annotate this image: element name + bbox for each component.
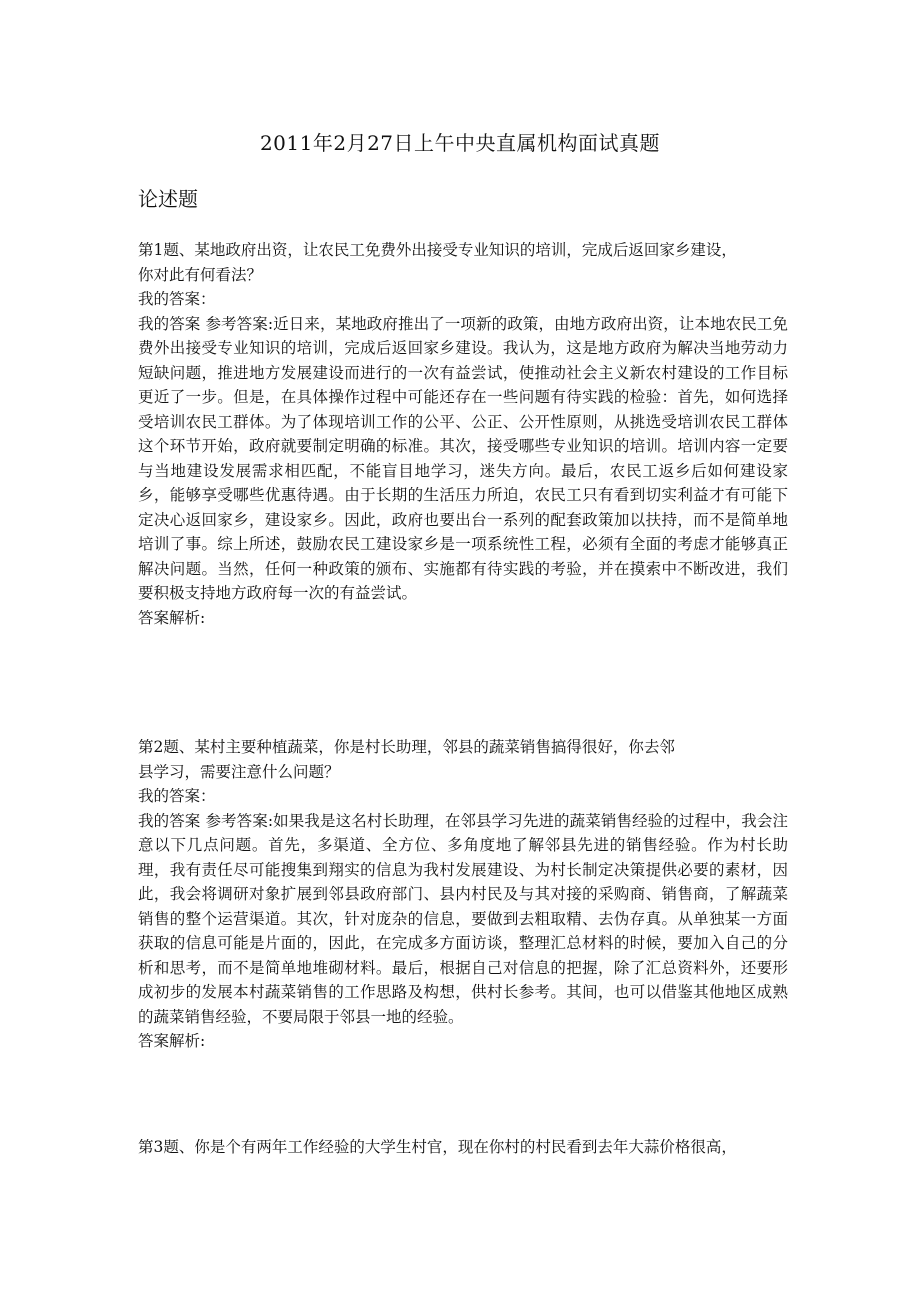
question-2-my-answer-label: 我的答案：: [138, 787, 216, 805]
question-1-analysis-label: 答案解析:: [138, 608, 206, 627]
question-3-prompt-line-1: 第3题、你是个有两年工作经验的大学生村官，现在你村的村民看到去年大蒜价格很高，: [138, 1138, 737, 1156]
question-block-2: [138, 735, 788, 1054]
question-block-1: [138, 238, 788, 630]
question-2-analysis-label: 答案解析:: [138, 1032, 206, 1050]
question-2-answer-text: 我的答案 参考答案:如果我是这名村长助理，在邻县学习先进的蔬菜销售经验的过程中，我会注意以下几点问题。首先，多渠道、全方位、多角度地了解邻县先进的销售经验。作为村长助理，我有责任尽可能搜集到翔实的信息为我村发展建设、为村长制定决策提供必要的素材，因此，我会将调研对象扩展到邻县政府部门、县内村民及与其对接的采购商、销售商，了解蔬菜销售的整个运营渠道。其次，针对庞杂的信息，要做到去粗取精、去伪存真。从单独某一方面获取的信息可能是片面的，因此，在完成多方面访谈，整理汇总材料的时候，要加入自己的分析和思考，而不是简单地堆砌材料。最后，根据自己对信息的把握，除了汇总资料外，还要形成初步的发展本村蔬菜销售的工作思路及构想，供村长参考。其间，也可以借鉴其他地区成熟的蔬菜销售经验，不要局限于邻县一地的经验。: [138, 811, 788, 1026]
question-1-answer-text: 我的答案 参考答案:近日来，某地政府推出了一项新的政策，由地方政府出资，让本地农民工免费外出接受专业知识的培训，完成后返回家乡建设。我认为，这是地方政府为解决当地劳动力短缺问题，推进地方发展建设而进行的一次有益尝试，使推动社会主义新农村建设的工作目标更近了一步。但是，在具体操作过程中可能还存在一些问题有待实践的检验：首先，如何选择受培训农民工群体。为了体现培训工作的公平、公正、公开性原则，从挑选受培训农民工群体这个环节开始，政府就要制定明确的标准。其次，接受哪些专业知识的培训。培训内容一定要与当地建设发展需求相匹配，不能盲目地学习，迷失方向。最后，农民工返乡后如何建设家乡，能够享受哪些优惠待遇。由于长期的生活压力所迫，农民工只有看到切实利益才有可能下定决心返回家乡，建设家乡。因此，政府也要出台一系列的配套政策加以扶持，而不是简单地培训了事。综上所述，鼓励农民工建设家乡是一项系统性工程，必须有全面的考虑才能够真正解决问题。当然，任何一种政策的颁布、实施都有待实践的考验，并在摸索中不断改进，我们要积极支持地方政府每一次的有益尝试。: [138, 314, 788, 602]
question-2-prompt-line-2: 县学习，需要注意什么问题？: [138, 762, 340, 781]
question-1-my-answer-label: 我的答案：: [138, 290, 216, 308]
question-1-prompt-line-2: 你对此有何看法？: [138, 265, 263, 284]
section-heading: 论述题: [138, 187, 198, 211]
question-1-prompt-line-1: 第1题、某地政府出资，让农民工免费外出接受专业知识的培训，完成后返回家乡建设，: [138, 241, 737, 259]
question-2-prompt-line-1: 第2题、某村主要种植蔬菜，你是村长助理，邻县的蔬菜销售搞得很好，你去邻: [138, 738, 675, 756]
document-title: 2011年2月27日上午中央直属机构面试真题: [259, 131, 661, 155]
question-block-3: [138, 1135, 788, 1160]
